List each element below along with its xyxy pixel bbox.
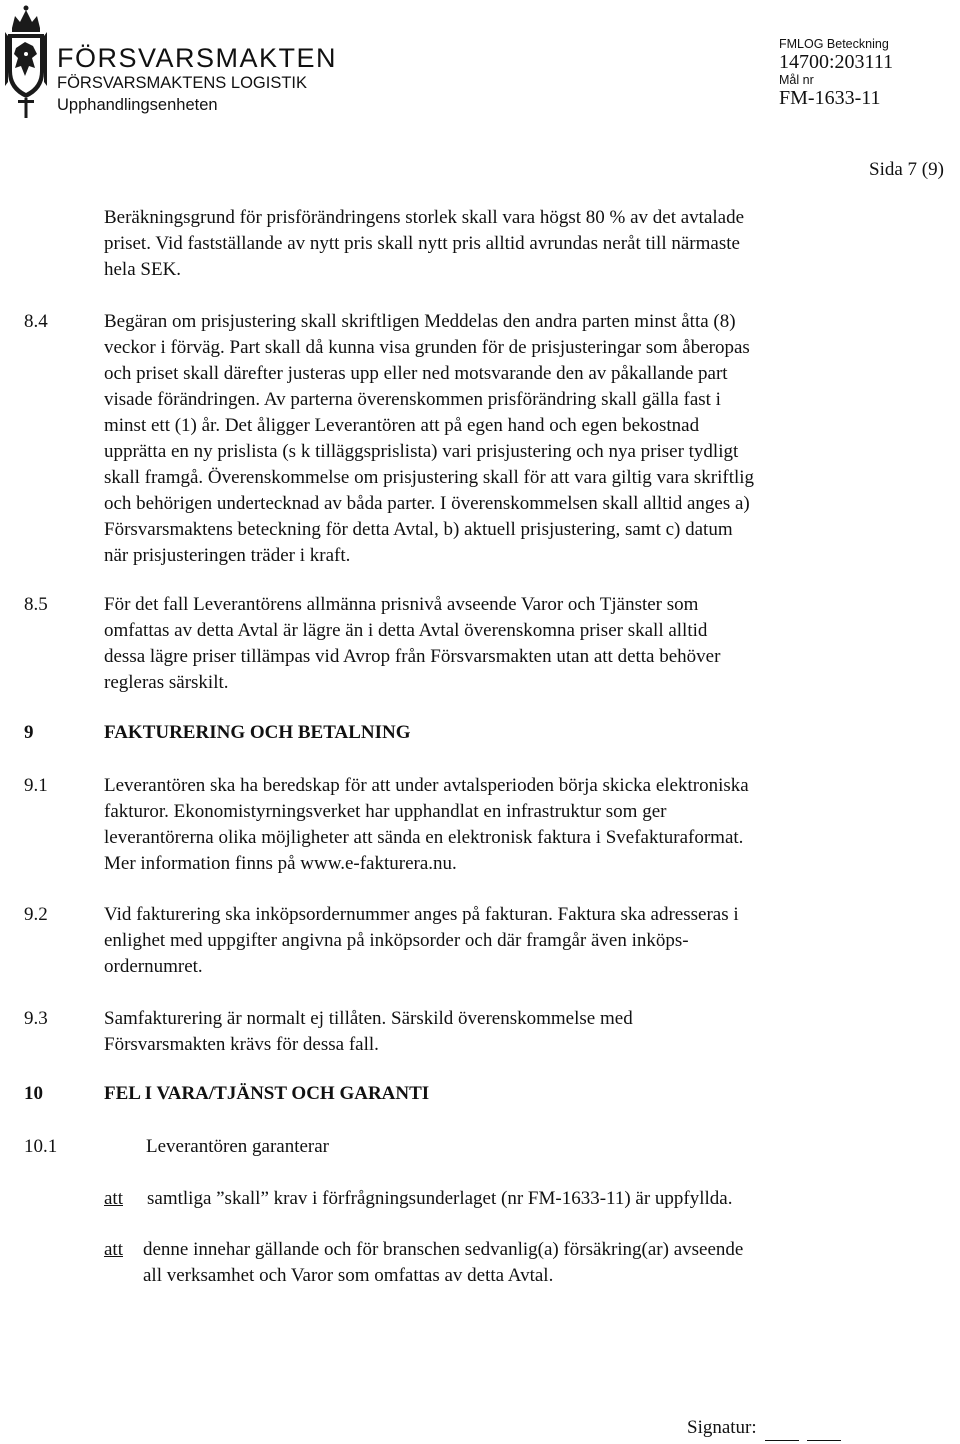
list-item-lead: att xyxy=(104,1239,123,1260)
page-number: Sida 7 (9) xyxy=(869,159,944,180)
paragraph-line: och behörigen undertecknad av båda parter. I överenskommelsen skall alltid anges a) xyxy=(104,493,750,514)
organization-name: FÖRSVARSMAKTEN xyxy=(57,43,338,73)
signature-label: Signatur: xyxy=(687,1417,757,1438)
document-meta xyxy=(779,38,893,110)
signature-line xyxy=(807,1422,841,1441)
paragraph-line: visade förändringen. Av parterna överenskommen prisförändring skall gälla fast i xyxy=(104,389,721,410)
designation-label: FMLOG Beteckning xyxy=(779,37,889,51)
section-9-2-text xyxy=(104,902,739,980)
paragraph-line: Försvarsmakten krävs för dessa fall. xyxy=(104,1034,379,1055)
paragraph-line: upprätta en ny prislista (s k tilläggsprislista) vari prisjustering och nya priser tydligt xyxy=(104,441,739,462)
list-item xyxy=(147,1186,732,1212)
paragraph-line: Vid fakturering ska inköpsordernummer anges på fakturan. Faktura ska adresseras i xyxy=(104,904,739,925)
section-9-1-text xyxy=(104,773,749,877)
paragraph-line: dessa lägre priser tillämpas vid Avrop från Försvarsmakten utan att detta behöver xyxy=(104,646,721,667)
section-number: 9.2 xyxy=(24,904,48,925)
paragraph-line: Begäran om prisjustering skall skriftligen Meddelas den andra parten minst åtta (8) xyxy=(104,311,736,332)
organization-subtitle: FÖRSVARSMAKTENS LOGISTIK xyxy=(57,74,307,92)
heading-number: 10 xyxy=(24,1083,43,1104)
paragraph-line: fakturor. Ekonomistyrningsverket har upphandlat en infrastruktur som ger xyxy=(104,801,667,822)
section-number: 9.3 xyxy=(24,1008,48,1029)
paragraph-line: enlighet med uppgifter angivna på inköpsorder och där framgår även inköps- xyxy=(104,930,689,951)
heading-number: 9 xyxy=(24,722,34,743)
list-item-text: all verksamhet och Varor som omfattas av detta Avtal. xyxy=(143,1265,554,1286)
paragraph-line: omfattas av detta Avtal är lägre än i detta Avtal överenskomna priser skall alltid xyxy=(104,620,708,641)
section-8-4-text xyxy=(104,309,754,569)
paragraph-line: För det fall Leverantörens allmänna prisnivå avseende Varor och Tjänster som xyxy=(104,594,699,615)
heading-title: FEL I VARA/TJÄNST OCH GARANTI xyxy=(104,1083,430,1104)
paragraph-line: minst ett (1) år. Det åligger Leverantören att på egen hand och egen bekostnad xyxy=(104,415,700,436)
paragraph-line: och priset skall därefter justeras upp eller ned motsvarande den av påkallande part xyxy=(104,363,728,384)
organization-unit: Upphandlingsenheten xyxy=(57,96,218,114)
designation-value: 14700:203111 xyxy=(779,51,894,73)
case-number-value: FM-1633-11 xyxy=(779,87,881,109)
armed-forces-crest-icon xyxy=(3,2,49,120)
section-number: 10.1 xyxy=(24,1136,58,1157)
paragraph-line: Beräkningsgrund för prisförändringens storlek skall vara högst 80 % av det avtalade xyxy=(104,207,745,228)
organization-block xyxy=(57,44,337,116)
paragraph-line: hela SEK. xyxy=(104,259,182,280)
paragraph-line: veckor i förväg. Part skall då kunna visa grunden för de prisjusteringar som åberopas xyxy=(104,337,750,358)
paragraph-line: regleras särskilt. xyxy=(104,672,229,693)
intro-paragraph xyxy=(104,205,744,283)
paragraph-line: leverantörerna olika möjligheter att sända en elektronisk faktura i Svefakturaformat. xyxy=(104,827,744,848)
section-number: 8.4 xyxy=(24,311,48,332)
list-item-text: samtliga ”skall” krav i förfrågningsunderlaget (nr FM-1633-11) är uppfyllda. xyxy=(147,1188,733,1209)
list-item-text: denne innehar gällande och för branschen sedvanlig(a) försäkring(ar) avseende xyxy=(143,1239,744,1260)
signature-line xyxy=(765,1422,799,1441)
paragraph-line: skall framgå. Överenskommelse om prisjustering skall för att vara giltig vara skriftlig xyxy=(104,467,755,488)
paragraph-line: när prisjusteringen träder i kraft. xyxy=(104,545,351,566)
section-number: 9.1 xyxy=(24,775,48,796)
section-10-1-text: Leverantören garanterar xyxy=(146,1136,330,1157)
section-8-5-text xyxy=(104,592,720,696)
section-9-3-text xyxy=(104,1006,633,1058)
list-item xyxy=(143,1237,743,1289)
signature-field xyxy=(687,1415,841,1441)
paragraph-line: Leverantören ska ha beredskap för att under avtalsperioden börja skicka elektroniska xyxy=(104,775,749,796)
case-number-label: Mål nr xyxy=(779,73,814,87)
section-number: 8.5 xyxy=(24,594,48,615)
heading-title: FAKTURERING OCH BETALNING xyxy=(104,722,411,743)
paragraph-line: priset. Vid fastställande av nytt pris skall nytt pris alltid avrundas neråt till närmaste xyxy=(104,233,740,254)
paragraph-line: ordernumret. xyxy=(104,956,203,977)
paragraph-line: Försvarsmaktens beteckning för detta Avtal, b) aktuell prisjustering, samt c) datum xyxy=(104,519,733,540)
paragraph-line: Mer information finns på www.e-fakturera.nu. xyxy=(104,853,457,874)
paragraph-line: Samfakturering är normalt ej tillåten. Särskild överenskommelse med xyxy=(104,1008,633,1029)
list-item-lead: att xyxy=(104,1188,123,1209)
